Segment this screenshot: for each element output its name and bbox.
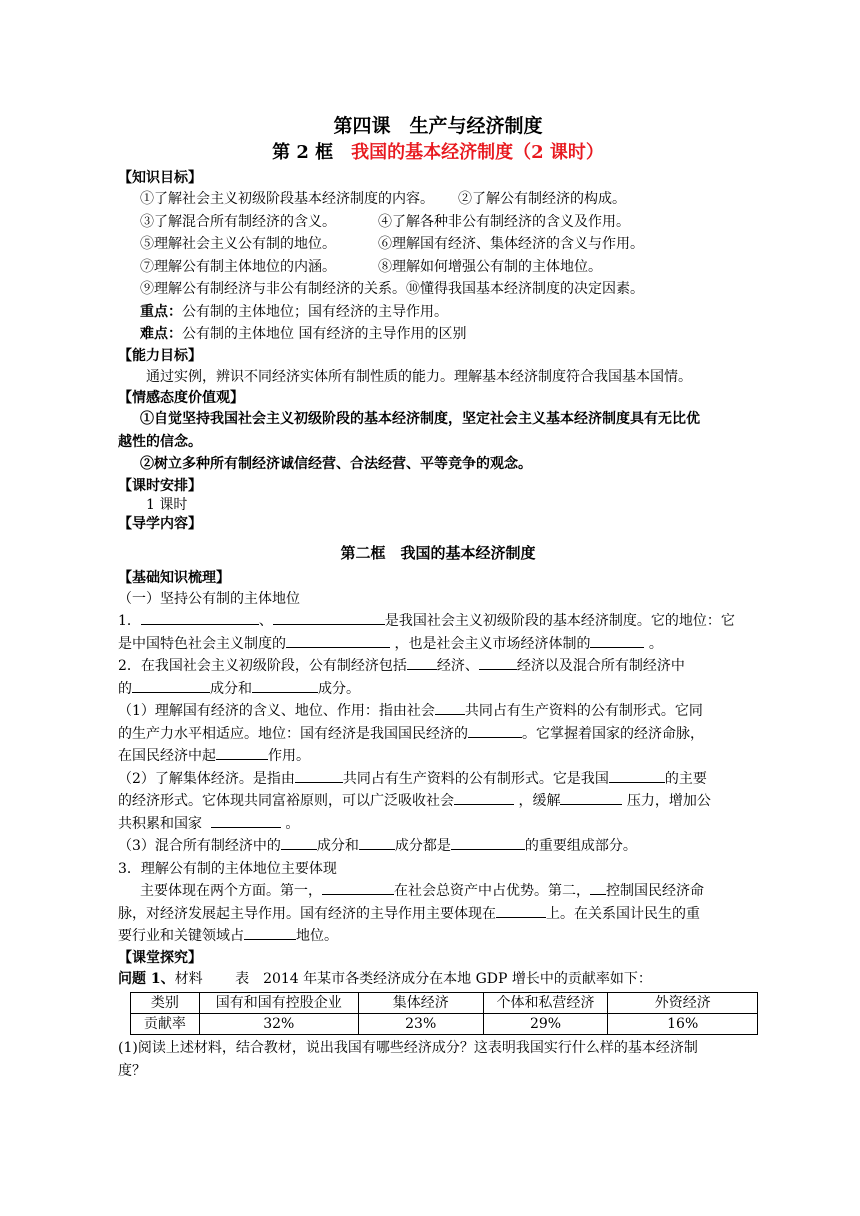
fill-blank[interactable] — [216, 745, 268, 760]
table-header: 个体和私营经济 — [483, 993, 608, 1014]
knowledge-item-text: ③了解混合所有制经济的含义。 — [140, 213, 336, 230]
table-header: 集体经济 — [358, 993, 483, 1014]
knowledge-heading: 【知识目标】 — [118, 170, 202, 186]
fill-blank[interactable] — [322, 880, 394, 895]
knowledge-item-last: ⑨理解公有制经济与非公有制经济的关系。⑩懂得我国基本经济制度的决定因素。 — [140, 281, 644, 297]
problem-1 — [118, 968, 758, 991]
knowledge-item — [118, 256, 758, 279]
problem-label: 问题 1、 — [118, 970, 175, 987]
difficult-text: 公有制的主体地位 国有经济的主导作用的区别 — [182, 326, 467, 342]
knowledge-item-text: ⑦理解公有制主体地位的内涵。 — [140, 258, 336, 275]
key-point — [118, 301, 758, 324]
question-3: 3．理解公有制的主体地位主要体现 — [118, 860, 337, 877]
knowledge-item-text: ⑥理解国有经济、集体经济的含义与作用。 — [378, 236, 644, 252]
sub-2: （2）了解集体经济。是指由 共同占有生产资料的公有制形式。它是我国 的主要 — [118, 768, 758, 791]
emotion-heading: 【情感态度价值观】 — [118, 390, 244, 406]
key-label: 重点： — [140, 303, 182, 320]
ability-heading: 【能力目标】 — [118, 347, 202, 364]
fill-blank[interactable] — [451, 835, 525, 850]
fill-blank[interactable] — [590, 880, 606, 895]
table-cell: 32% — [199, 1014, 358, 1035]
sub-2-cont2: 共积累和国家 。 — [118, 813, 758, 836]
fill-blank[interactable] — [468, 723, 522, 738]
fill-blank[interactable] — [132, 678, 210, 693]
fill-blank[interactable] — [295, 768, 343, 783]
knowledge-item-text: ①了解社会主义初级阶段基本经济制度的内容。 — [140, 191, 434, 207]
fill-blank[interactable] — [273, 610, 385, 625]
fill-blank[interactable] — [435, 700, 465, 715]
fill-blank[interactable] — [281, 835, 317, 850]
problem-text: 材料 表 2014 年某市各类经济成分在本地 GDP 增长中的贡献率如下： — [174, 970, 652, 987]
fill-blank[interactable] — [609, 768, 665, 783]
knowledge-item-text: ②了解公有制经济的构成。 — [458, 191, 626, 207]
sub-2-cont: 的经济形式。它体现共同富裕原则，可以广泛吸收社会 ，缓解 压力，增加公 — [118, 790, 758, 813]
knowledge-item — [118, 233, 758, 256]
question-2: 2．在我国社会主义初级阶段，公有制经济包括 经济、 经济以及混合所有制经济中 — [118, 655, 758, 678]
schedule-heading: 【课时安排】 — [118, 477, 202, 494]
part1-title: （一）坚持公有制的主体地位 — [118, 590, 300, 607]
fill-blank[interactable] — [496, 903, 546, 918]
fill-blank[interactable] — [454, 790, 514, 805]
table-header: 国有和国有控股企业 — [199, 993, 358, 1014]
fill-blank[interactable] — [141, 610, 259, 625]
table-header-row — [131, 993, 758, 1014]
fill-blank[interactable] — [407, 655, 437, 670]
table-row — [131, 1014, 758, 1035]
subtitle-prefix: 第 2 框 — [272, 142, 352, 163]
sub-1: （1）理解国有经济的含义、地位、作用：指由社会 共同占有生产资料的公有制形式。它同 — [118, 700, 758, 723]
knowledge-item-text: ④了解各种非公有制经济的含义及作用。 — [378, 213, 630, 230]
table-header: 外资经济 — [608, 993, 758, 1014]
sub-1-cont2: 在国民经济中起 作用。 — [118, 745, 758, 768]
knowledge-item — [118, 211, 758, 234]
explore-question-1: (1)阅读上述材料，结合教材，说出我国有哪些经济成分？这表明我国实行什么样的基本经济制 — [118, 1040, 698, 1056]
fill-blank[interactable] — [590, 633, 644, 648]
question-3-text: 主要体现在两个方面。第一， 在社会总资产中占优势。第二， 控制国民经济命 — [118, 880, 758, 903]
fill-blank[interactable] — [286, 633, 390, 648]
sub-1-cont: 的生产力水平相适应。地位：国有经济是我国国民经济的 。它掌握着国家的经济命脉， — [118, 723, 758, 746]
document-page — [118, 112, 758, 1082]
knowledge-item — [118, 188, 758, 211]
page-subtitle — [118, 140, 758, 166]
fill-blank[interactable] — [479, 655, 517, 670]
key-text: 公有制的主体地位；国有经济的主导作用。 — [182, 303, 448, 320]
contribution-table — [130, 992, 758, 1035]
page-title: 第四课 生产与经济制度 — [333, 115, 543, 137]
emotion-item-1: ①自觉坚持我国社会主义初级阶段的基本经济制度，坚定社会主义基本经济制度具有无比优 — [140, 411, 700, 427]
question-1-cont: 是中国特色社会主义制度的 ，也是社会主义市场经济体制的 。 — [118, 633, 758, 656]
ability-text: 通过实例，辨识不同经济实体所有制性质的能力。理解基本经济制度符合我国基本国情。 — [146, 368, 692, 385]
fill-blank[interactable] — [359, 835, 395, 850]
section-title: 第二框 我国的基本经济制度 — [340, 543, 536, 562]
guide-heading: 【导学内容】 — [118, 515, 202, 532]
schedule-text: 1 课时 — [146, 496, 188, 513]
question-3-cont: 脉，对经济发展起主导作用。国有经济的主导作用主要体现在 上。在关系国计民生的重 — [118, 903, 758, 926]
table-cell: 23% — [358, 1014, 483, 1035]
fill-blank[interactable] — [252, 678, 318, 693]
question-3-cont2: 要行业和关键领域占 地位。 — [118, 925, 758, 948]
knowledge-item-text: ⑧理解如何增强公有制的主体地位。 — [378, 258, 602, 275]
explore-heading: 【课堂探究】 — [118, 949, 202, 966]
difficult-point — [118, 323, 758, 346]
table-cell: 贡献率 — [131, 1014, 200, 1035]
emotion-item-1-cont: 越性的信念。 — [118, 433, 202, 450]
table-header: 类别 — [131, 993, 200, 1014]
sub-3: （3）混合所有制经济中的 成分和 成分都是 的重要组成部分。 — [118, 835, 758, 858]
question-1: 1． 、 是我国社会主义初级阶段的基本经济制度。它的地位：它 — [118, 610, 758, 633]
fill-blank[interactable] — [244, 925, 296, 940]
explore-question-1-cont: 度？ — [118, 1062, 146, 1079]
fill-blank[interactable] — [211, 813, 281, 828]
fill-blank[interactable] — [560, 790, 622, 805]
question-2-cont: 的 成分和 成分。 — [118, 678, 758, 701]
subtitle-red: 我国的基本经济制度（2 课时） — [351, 142, 604, 163]
basics-heading: 【基础知识梳理】 — [118, 569, 230, 586]
difficult-label: 难点： — [140, 326, 182, 342]
emotion-item-2: ②树立多种所有制经济诚信经营、合法经营、平等竞争的观念。 — [140, 456, 532, 472]
knowledge-item-text: ⑤理解社会主义公有制的地位。 — [140, 236, 336, 252]
table-cell: 16% — [608, 1014, 758, 1035]
table-cell: 29% — [483, 1014, 608, 1035]
